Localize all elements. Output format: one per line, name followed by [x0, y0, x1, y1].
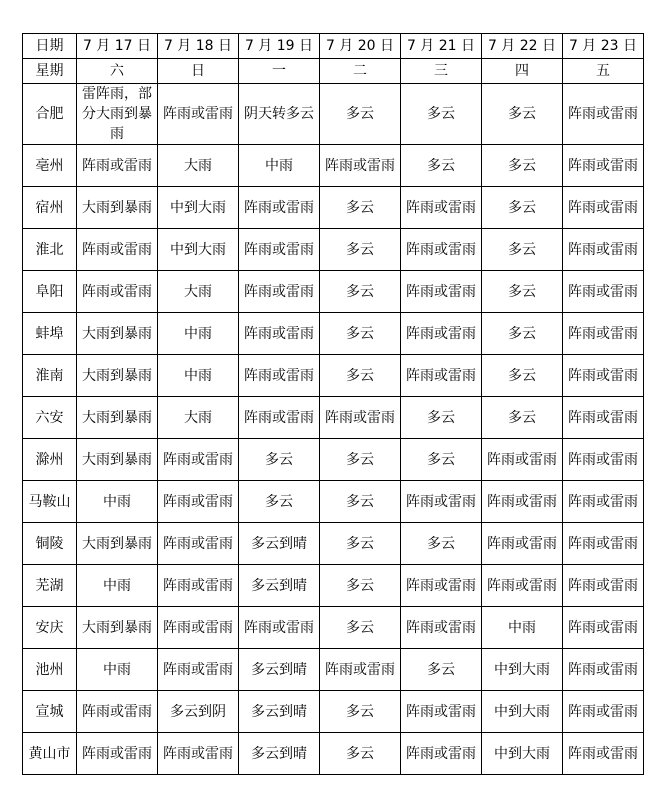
weekday-cell: 五 [563, 59, 644, 84]
weather-cell: 阵雨或雷雨 [158, 607, 239, 649]
city-name: 铜陵 [23, 523, 77, 565]
table-row [23, 313, 644, 355]
weather-cell: 多云 [320, 187, 401, 229]
weather-cell: 多云 [482, 271, 563, 313]
weather-cell: 多云 [320, 481, 401, 523]
weather-forecast-table [22, 33, 644, 775]
weather-cell: 阵雨或雷雨 [563, 271, 644, 313]
city-name: 淮北 [23, 229, 77, 271]
table-row [23, 439, 644, 481]
weather-cell: 阵雨或雷雨 [563, 397, 644, 439]
weather-cell: 阵雨或雷雨 [563, 733, 644, 775]
weather-cell: 阵雨或雷雨 [401, 313, 482, 355]
weather-cell: 阵雨或雷雨 [563, 481, 644, 523]
weather-cell: 中雨 [158, 355, 239, 397]
weather-cell: 阵雨或雷雨 [77, 733, 158, 775]
weather-cell: 多云 [320, 565, 401, 607]
weather-cell: 中到大雨 [482, 691, 563, 733]
weather-cell: 阵雨或雷雨 [563, 649, 644, 691]
weather-cell: 大雨 [158, 145, 239, 187]
weather-cell: 阵雨或雷雨 [401, 271, 482, 313]
weather-cell: 中到大雨 [482, 649, 563, 691]
weather-cell: 阵雨或雷雨 [401, 565, 482, 607]
weather-cell: 阵雨或雷雨 [158, 523, 239, 565]
table-row [23, 649, 644, 691]
weather-cell: 多云 [320, 355, 401, 397]
weather-cell: 多云 [320, 607, 401, 649]
weather-cell: 大雨到暴雨 [77, 439, 158, 481]
weather-cell: 多云 [401, 523, 482, 565]
weekday-cell: 三 [401, 59, 482, 84]
weather-cell: 大雨到暴雨 [77, 187, 158, 229]
weather-cell: 阵雨或雷雨 [158, 733, 239, 775]
city-name: 宿州 [23, 187, 77, 229]
weather-cell: 多云 [320, 84, 401, 145]
table-row [23, 481, 644, 523]
weather-cell: 阵雨或雷雨 [401, 481, 482, 523]
date-cell: 7 月 20 日 [320, 34, 401, 59]
weather-cell: 多云到晴 [239, 691, 320, 733]
weather-cell: 多云 [401, 145, 482, 187]
date-header-row [23, 34, 644, 59]
weather-cell: 阵雨或雷雨 [239, 607, 320, 649]
table-row [23, 733, 644, 775]
weather-cell: 中雨 [77, 481, 158, 523]
weather-cell: 中到大雨 [158, 187, 239, 229]
weather-cell: 阵雨或雷雨 [239, 397, 320, 439]
weather-cell: 大雨 [158, 397, 239, 439]
weather-cell: 阵雨或雷雨 [158, 565, 239, 607]
weather-cell: 阵雨或雷雨 [239, 229, 320, 271]
city-name: 马鞍山 [23, 481, 77, 523]
week-label: 星期 [23, 59, 77, 84]
weather-cell: 阵雨或雷雨 [563, 229, 644, 271]
table-row [23, 523, 644, 565]
weekday-cell: 日 [158, 59, 239, 84]
weather-cell: 大雨到暴雨 [77, 397, 158, 439]
weather-cell: 大雨到暴雨 [77, 607, 158, 649]
weekday-cell: 六 [77, 59, 158, 84]
weather-cell: 中雨 [77, 565, 158, 607]
table-row [23, 229, 644, 271]
weather-cell: 阵雨或雷雨 [563, 691, 644, 733]
city-name: 宣城 [23, 691, 77, 733]
city-name: 黄山市 [23, 733, 77, 775]
weather-cell: 阵雨或雷雨 [158, 439, 239, 481]
table-row [23, 565, 644, 607]
weather-cell: 多云到晴 [239, 523, 320, 565]
table-row [23, 397, 644, 439]
weather-cell: 中雨 [158, 313, 239, 355]
weather-cell: 阵雨或雷雨 [77, 145, 158, 187]
weather-cell: 阵雨或雷雨 [563, 523, 644, 565]
weather-cell: 多云 [239, 481, 320, 523]
weather-cell: 多云 [320, 229, 401, 271]
weather-cell: 阵雨或雷雨 [239, 355, 320, 397]
weather-cell: 多云 [482, 355, 563, 397]
weather-cell: 多云到晴 [239, 565, 320, 607]
city-name: 阜阳 [23, 271, 77, 313]
weather-cell: 阵雨或雷雨 [401, 733, 482, 775]
weather-cell: 阵雨或雷雨 [563, 565, 644, 607]
weather-cell: 阵雨或雷雨 [401, 187, 482, 229]
weather-cell: 大雨到暴雨 [77, 523, 158, 565]
weather-cell: 多云 [482, 229, 563, 271]
city-name: 池州 [23, 649, 77, 691]
table-row [23, 355, 644, 397]
city-name: 亳州 [23, 145, 77, 187]
weather-cell: 阵雨或雷雨 [482, 439, 563, 481]
weather-cell: 多云 [401, 439, 482, 481]
weather-cell: 多云 [239, 439, 320, 481]
weather-cell: 中到大雨 [158, 229, 239, 271]
weather-cell: 阵雨或雷雨 [158, 649, 239, 691]
weather-cell: 阵雨或雷雨 [239, 271, 320, 313]
table-row [23, 691, 644, 733]
weather-cell: 雷阵雨，部分大雨到暴雨 [77, 84, 158, 145]
weather-cell: 阵雨或雷雨 [320, 145, 401, 187]
weather-cell: 阵雨或雷雨 [563, 313, 644, 355]
weather-cell: 大雨到暴雨 [77, 355, 158, 397]
weather-cell: 多云 [320, 271, 401, 313]
table-row [23, 187, 644, 229]
weather-cell: 阵雨或雷雨 [158, 481, 239, 523]
weather-cell: 多云 [320, 313, 401, 355]
weather-cell: 阵雨或雷雨 [563, 145, 644, 187]
weather-cell: 阵雨或雷雨 [77, 229, 158, 271]
weather-cell: 多云 [401, 397, 482, 439]
city-name: 蚌埠 [23, 313, 77, 355]
weather-cell: 多云 [482, 313, 563, 355]
weather-cell: 阵雨或雷雨 [77, 691, 158, 733]
weather-cell: 阵雨或雷雨 [320, 649, 401, 691]
weather-cell: 阵雨或雷雨 [320, 397, 401, 439]
weather-cell: 大雨到暴雨 [77, 313, 158, 355]
weekday-cell: 四 [482, 59, 563, 84]
table-row [23, 145, 644, 187]
weather-cell: 中雨 [239, 145, 320, 187]
weather-cell: 阵雨或雷雨 [77, 271, 158, 313]
weather-cell: 多云 [401, 649, 482, 691]
weather-cell: 多云 [482, 145, 563, 187]
weekday-cell: 二 [320, 59, 401, 84]
weather-cell: 阵雨或雷雨 [158, 84, 239, 145]
city-name: 合肥 [23, 84, 77, 145]
weather-cell: 多云 [482, 84, 563, 145]
weather-cell: 阵雨或雷雨 [563, 84, 644, 145]
weather-cell: 多云 [320, 439, 401, 481]
table-row [23, 84, 644, 145]
date-cell: 7 月 22 日 [482, 34, 563, 59]
weather-cell: 阵雨或雷雨 [401, 229, 482, 271]
weather-cell: 阵雨或雷雨 [482, 523, 563, 565]
date-cell: 7 月 17 日 [77, 34, 158, 59]
weather-cell: 阵雨或雷雨 [563, 607, 644, 649]
weekday-header-row [23, 59, 644, 84]
table-row [23, 607, 644, 649]
weather-cell: 阵雨或雷雨 [482, 481, 563, 523]
city-name: 六安 [23, 397, 77, 439]
weather-cell: 大雨 [158, 271, 239, 313]
weather-cell: 阵雨或雷雨 [563, 187, 644, 229]
city-name: 芜湖 [23, 565, 77, 607]
weather-cell: 多云 [401, 84, 482, 145]
weather-cell: 阵雨或雷雨 [401, 691, 482, 733]
forecast-body [23, 84, 644, 775]
city-name: 淮南 [23, 355, 77, 397]
weather-cell: 阴天转多云 [239, 84, 320, 145]
weather-cell: 多云 [482, 187, 563, 229]
date-label: 日期 [23, 34, 77, 59]
date-cell: 7 月 21 日 [401, 34, 482, 59]
weather-cell: 阵雨或雷雨 [482, 565, 563, 607]
weather-cell: 多云 [482, 397, 563, 439]
weather-cell: 中雨 [77, 649, 158, 691]
weekday-cell: 一 [239, 59, 320, 84]
weather-cell: 阵雨或雷雨 [401, 355, 482, 397]
date-cell: 7 月 19 日 [239, 34, 320, 59]
city-name: 安庆 [23, 607, 77, 649]
weather-cell: 多云 [320, 691, 401, 733]
weather-cell: 多云到晴 [239, 733, 320, 775]
weather-cell: 多云到晴 [239, 649, 320, 691]
city-name: 滁州 [23, 439, 77, 481]
table-row [23, 271, 644, 313]
weather-cell: 中雨 [482, 607, 563, 649]
date-cell: 7 月 18 日 [158, 34, 239, 59]
weather-cell: 中到大雨 [482, 733, 563, 775]
date-cell: 7 月 23 日 [563, 34, 644, 59]
weather-cell: 阵雨或雷雨 [239, 313, 320, 355]
weather-cell: 多云 [320, 733, 401, 775]
weather-cell: 阵雨或雷雨 [563, 439, 644, 481]
weather-cell: 多云到阴 [158, 691, 239, 733]
weather-cell: 阵雨或雷雨 [563, 355, 644, 397]
weather-cell: 阵雨或雷雨 [239, 187, 320, 229]
weather-cell: 阵雨或雷雨 [401, 607, 482, 649]
weather-cell: 多云 [320, 523, 401, 565]
